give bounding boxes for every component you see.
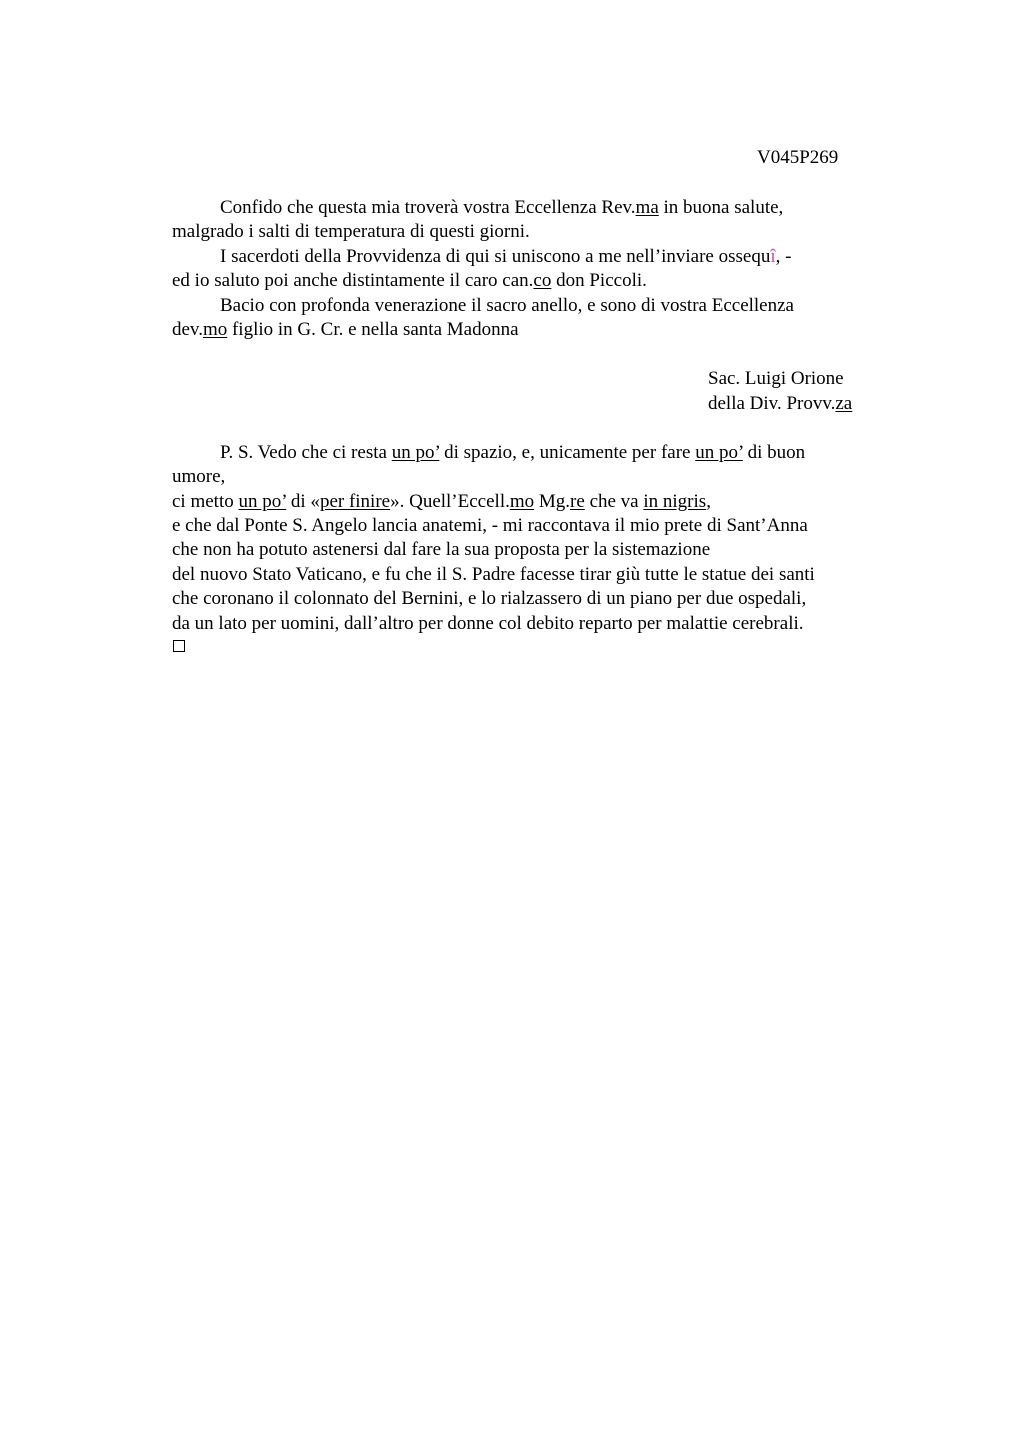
paragraph-1-line-1 <box>220 196 783 220</box>
signature-name: Sac. Luigi Orione <box>708 368 844 389</box>
abbrev-underlined: mo <box>202 319 228 340</box>
underlined-phrase: in nigris <box>643 491 707 512</box>
abbrev-underlined: za <box>835 393 853 414</box>
text-span: I sacerdoti della Provvidenza di qui si uniscono a me nell’inviare ossequ <box>220 246 771 267</box>
text-span: della Div. Provv. <box>708 393 836 414</box>
text-span: Confido che questa mia troverà vostra Eccellenza Rev. <box>220 197 636 218</box>
underlined-phrase: un po’ <box>238 491 287 512</box>
text-span: di « <box>286 491 320 512</box>
abbrev-underlined: mo <box>509 491 535 512</box>
text-span: Mg. <box>534 491 571 512</box>
text-span: figlio in G. Cr. e nella santa Madonna <box>227 319 519 340</box>
text-span: , <box>706 491 711 512</box>
abbrev-underlined: re <box>570 491 585 512</box>
signature-title <box>708 392 852 416</box>
postscript-line-2: umore, <box>172 466 226 487</box>
text-span: ci metto <box>172 491 239 512</box>
text-span: ». Quell’Eccell. <box>390 491 510 512</box>
abbrev-underlined: ma <box>635 197 659 218</box>
postscript-line-6: del nuovo Stato Vaticano, e fu che il S. Padre facesse tirar giù tutte le statue dei santi <box>172 564 815 585</box>
postscript-line-5: che non ha potuto astenersi dal fare la sua proposta per la sistemazione <box>172 539 711 560</box>
text-span: don Piccoli. <box>551 270 647 291</box>
text-span: di spazio, e, unicamente per fare <box>439 442 696 463</box>
postscript-line-4: e che dal Ponte S. Angelo lancia anatemi, - mi raccontava il mio prete di Sant’Anna <box>172 515 808 536</box>
paragraph-3-line-2 <box>172 318 519 342</box>
paragraph-2-line-1 <box>220 245 791 269</box>
paragraph-1-line-2: malgrado i salti di temperatura di questi giorni. <box>172 221 530 242</box>
document-id: V045P269 <box>757 147 839 168</box>
text-span: che va <box>584 491 644 512</box>
underlined-phrase: per finire <box>319 491 391 512</box>
text-span: in buona salute, <box>658 197 784 218</box>
text-span: ed io saluto poi anche distintamente il caro can. <box>172 270 534 291</box>
text-span: , - <box>775 246 792 267</box>
end-marker-checkbox-icon <box>173 640 185 652</box>
postscript-line-8: da un lato per uomini, dall’altro per donne col debito reparto per malattie cerebrali. <box>172 613 804 634</box>
paragraph-2-line-2 <box>172 269 647 293</box>
abbrev-underlined: co <box>533 270 552 291</box>
text-span: P. S. Vedo che ci resta <box>220 442 392 463</box>
paragraph-3-line-1: Bacio con profonda venerazione il sacro anello, e sono di vostra Eccellenza <box>220 295 794 316</box>
postscript-line-7: che coronano il colonnato del Bernini, e lo rialzassero di un piano per due ospedali, <box>172 588 807 609</box>
accented-char: î <box>770 246 776 267</box>
postscript-line-1 <box>220 441 805 465</box>
underlined-phrase: un po’ <box>695 442 743 463</box>
text-span: dev. <box>172 319 203 340</box>
postscript-line-3 <box>172 490 711 514</box>
text-span: di buon <box>742 442 806 463</box>
underlined-phrase: un po’ <box>391 442 440 463</box>
